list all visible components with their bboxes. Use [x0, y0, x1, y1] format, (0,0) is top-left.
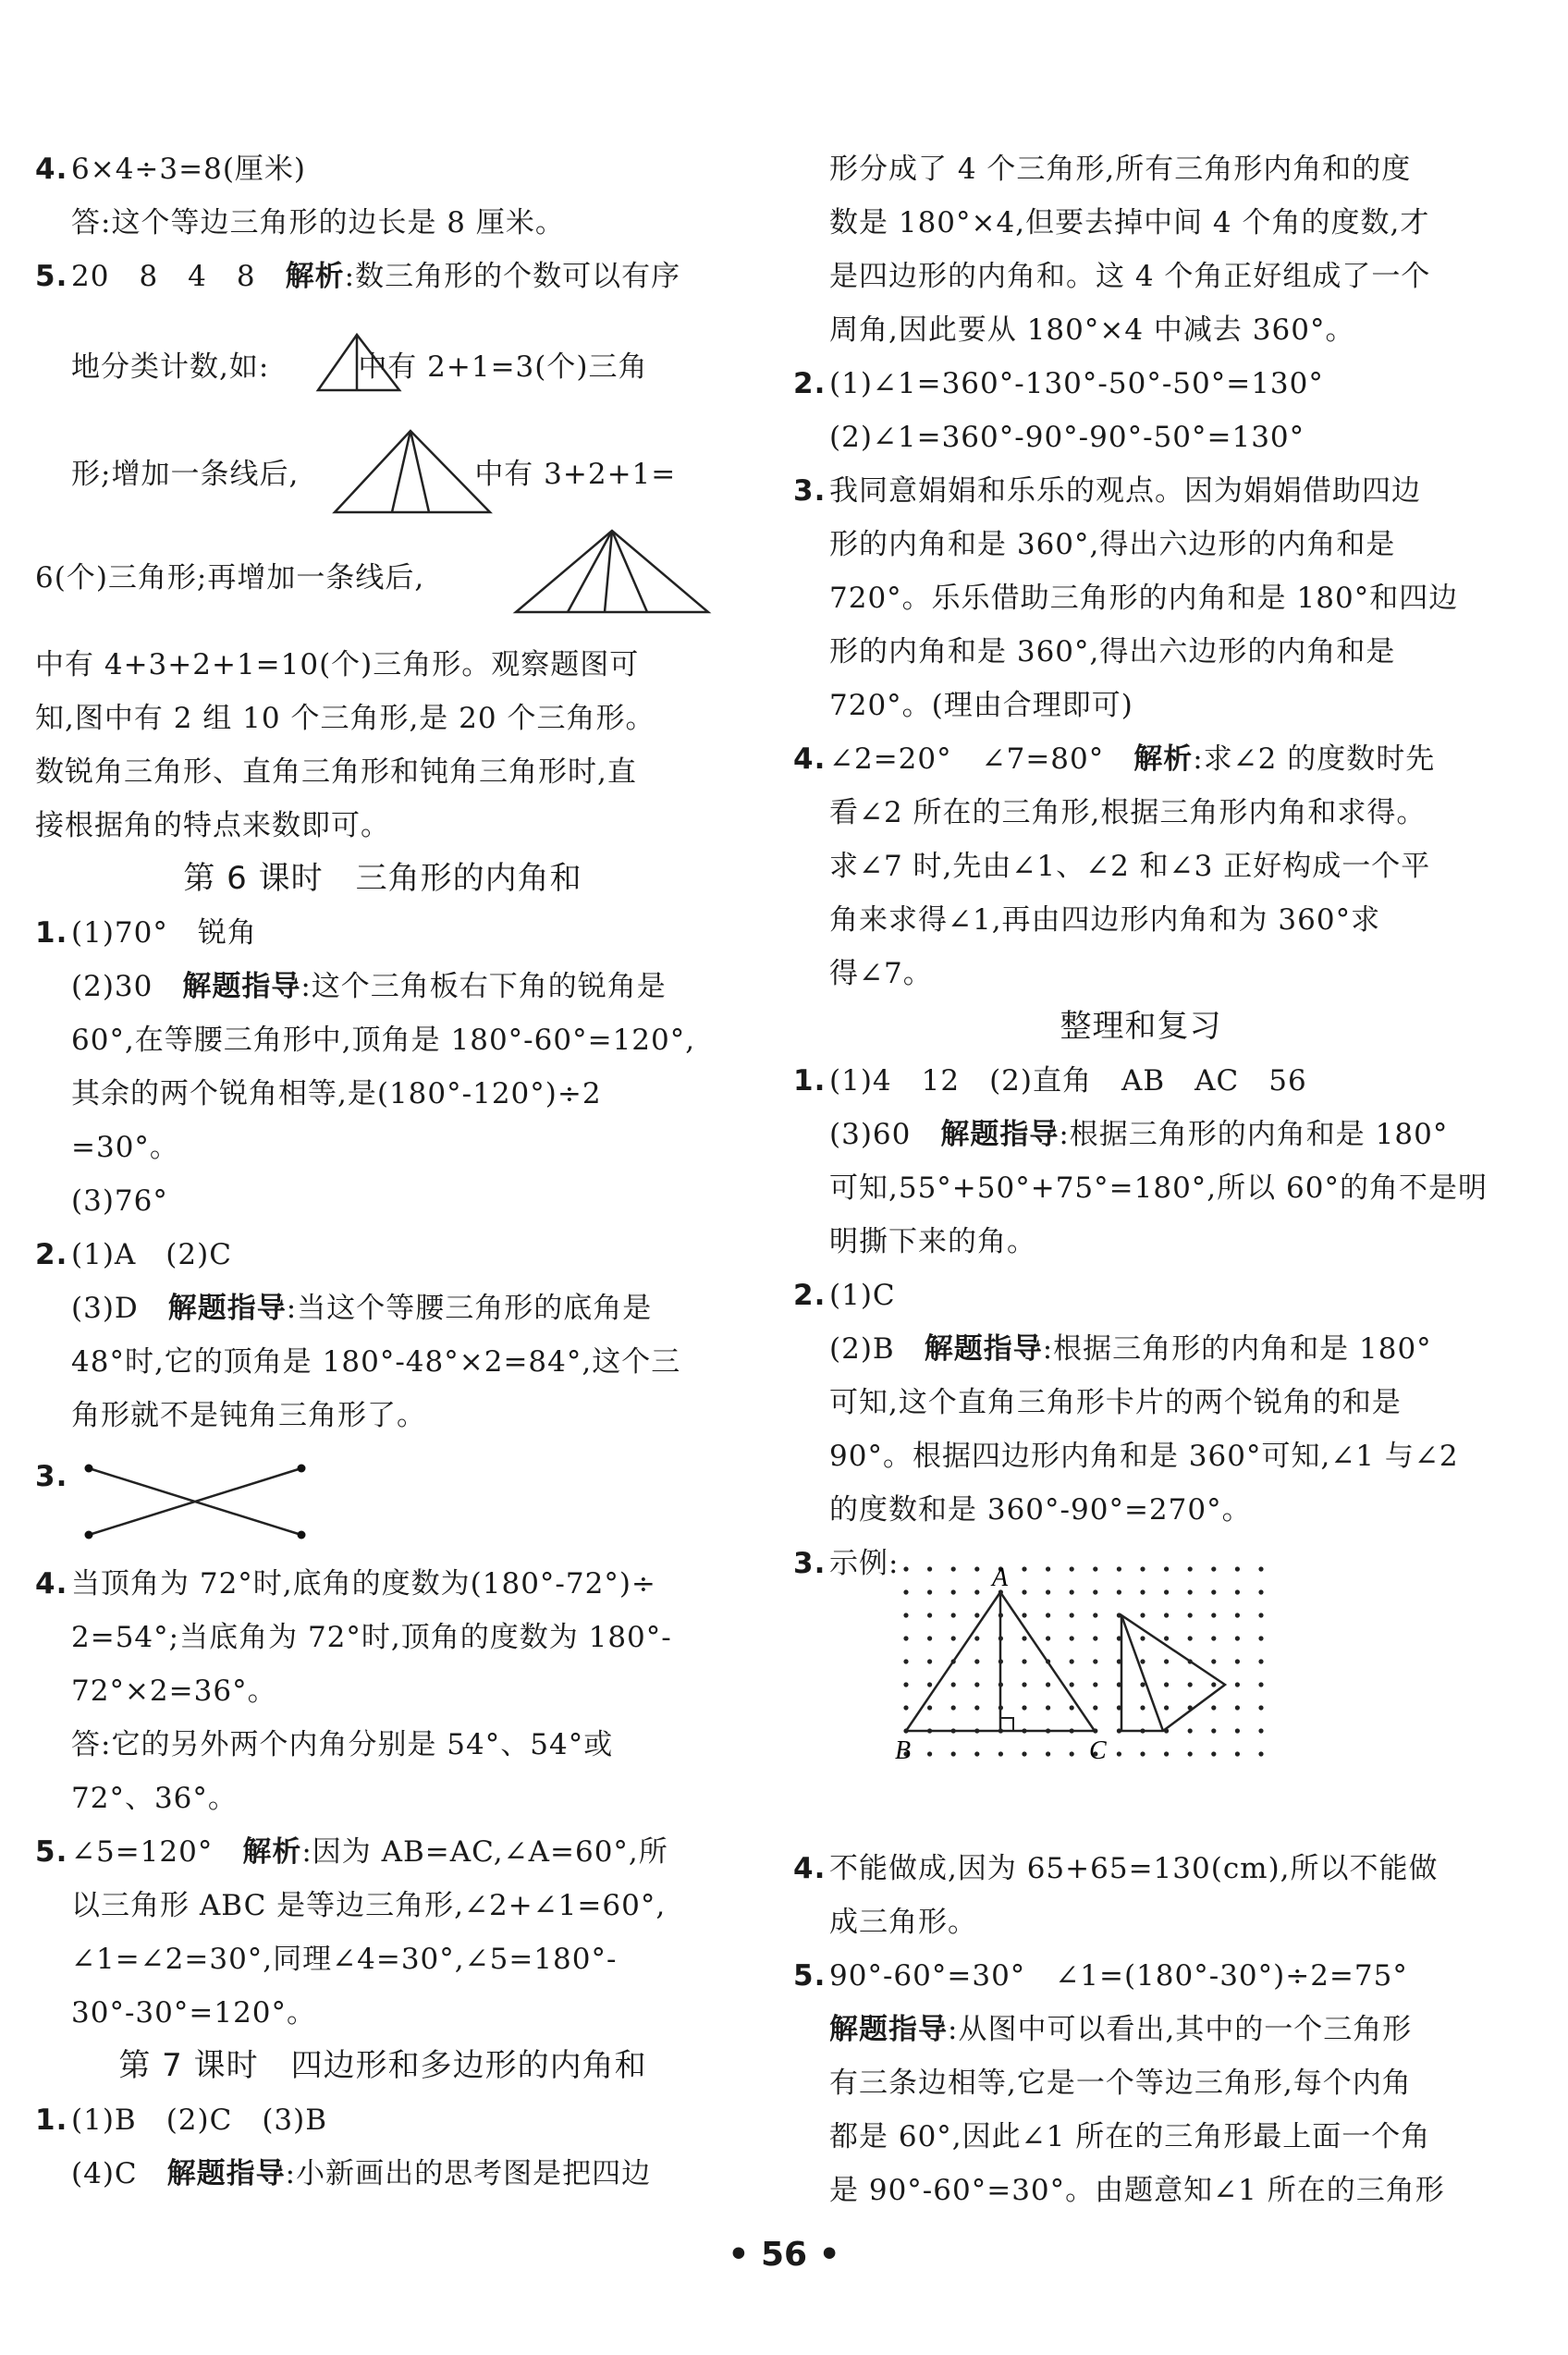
answer-line: 有三条边相等,它是一个等边三角形,每个内角	[829, 2067, 1412, 2100]
grid-dot	[1164, 1682, 1169, 1687]
answer-line: 答:这个等边三角形的边长是 8 厘米。	[71, 206, 565, 239]
grid-dot	[974, 1682, 979, 1687]
grid-dot	[1022, 1659, 1026, 1663]
grid-dot	[1093, 1659, 1097, 1663]
section-heading: 整理和复习	[1060, 1008, 1222, 1045]
answer-line: (2)∠1=360°-90°-90°-50°=130°	[829, 421, 1305, 454]
grid-dot	[1046, 1566, 1050, 1571]
answer-line: 是 90°-60°=30°。由题意知∠1 所在的三角形	[829, 2174, 1445, 2207]
grid-dot	[1093, 1682, 1097, 1687]
grid-dot	[1211, 1636, 1216, 1640]
grid-dot	[1188, 1728, 1193, 1733]
grid-dot	[951, 1682, 956, 1687]
grid-dot	[1188, 1613, 1193, 1617]
grid-dot	[927, 1566, 932, 1571]
answer-line: 2. (1)A (2)C	[35, 1238, 232, 1271]
answer-line: 成三角形。	[829, 1906, 977, 1939]
answer-line: 2. (1)∠1=360°-130°-50°-50°=130°	[793, 367, 1324, 400]
grid-dot	[1211, 1705, 1216, 1710]
grid-dot	[1070, 1613, 1074, 1617]
grid-dot	[951, 1613, 956, 1617]
answer-line: (4)C 解题指导:小新画出的思考图是把四边	[71, 2157, 652, 2190]
answer-line: 明撕下来的角。	[829, 1225, 1036, 1258]
grid-dot	[927, 1751, 932, 1756]
grid-dot	[1164, 1751, 1169, 1756]
grid-dot	[998, 1751, 1003, 1756]
grid-dot	[1235, 1613, 1240, 1617]
answer-line: 6(个)三角形;再增加一条线后,	[35, 561, 425, 595]
grid-dot	[1258, 1682, 1263, 1687]
grid-dot	[1117, 1566, 1121, 1571]
grid-dot	[1046, 1613, 1050, 1617]
answer-line: 中有 4+3+2+1=10(个)三角形。观察题图可	[35, 648, 640, 681]
answer-line: 形;增加一条线后, 中有 3+2+1=	[71, 458, 677, 491]
answer-line: =30°。	[71, 1131, 179, 1164]
grid-dot	[1188, 1566, 1193, 1571]
grid-dot	[1022, 1636, 1026, 1640]
grid-dot	[1211, 1751, 1216, 1756]
answer-line: (3)60 解题指导:根据三角形的内角和是 180°	[829, 1118, 1449, 1151]
grid-dot	[1258, 1636, 1263, 1640]
triangle-figure-3	[510, 525, 714, 618]
grid-dot	[974, 1589, 979, 1594]
answer-line: 接根据角的特点来数即可。	[35, 809, 390, 842]
grid-dot	[1140, 1751, 1145, 1756]
grid-dot	[1022, 1566, 1026, 1571]
grid-dot	[1140, 1682, 1145, 1687]
grid-dot	[1093, 1636, 1097, 1640]
answer-line: 可知,55°+50°+75°=180°,所以 60°的角不是明	[829, 1171, 1488, 1205]
answer-line: (3)76°	[71, 1184, 168, 1218]
grid-dot	[1093, 1613, 1097, 1617]
grid-dot	[1093, 1566, 1097, 1571]
grid-dot	[1070, 1636, 1074, 1640]
grid-dot	[1235, 1705, 1240, 1710]
grid-dot	[1046, 1636, 1050, 1640]
grid-dot	[1211, 1659, 1216, 1663]
grid-dot	[951, 1589, 956, 1594]
grid-dot	[1022, 1613, 1026, 1617]
grid-dot	[951, 1705, 956, 1710]
grid-dot	[974, 1751, 979, 1756]
grid-dot	[1211, 1589, 1216, 1594]
grid-dot	[1258, 1751, 1263, 1756]
grid-dot	[1022, 1751, 1026, 1756]
answer-line: 4. 不能做成,因为 65+65=130(cm),所以不能做	[793, 1852, 1439, 1885]
answer-line: (2)B 解题指导:根据三角形的内角和是 180°	[829, 1332, 1432, 1366]
answer-line: 角来求得∠1,再由四边形内角和为 360°求	[829, 903, 1381, 937]
answer-line: 形分成了 4 个三角形,所有三角形内角和的度	[829, 153, 1412, 186]
answer-line: 1. (1)B (2)C (3)B	[35, 2104, 328, 2137]
grid-dot	[1235, 1682, 1240, 1687]
diagonal-line	[1121, 1615, 1163, 1731]
answer-line: 2=54°;当底角为 72°时,顶角的度数为 180°-	[71, 1621, 672, 1654]
grid-dot	[1235, 1751, 1240, 1756]
grid-dot	[1140, 1589, 1145, 1594]
answer-line: 是四边形的内角和。这 4 个角正好组成了一个	[829, 260, 1431, 293]
grid-dot	[1046, 1705, 1050, 1710]
answer-line: 5. 20 8 4 8 解析:数三角形的个数可以有序	[35, 260, 681, 293]
answer-line: 求∠7 时,先由∠1、∠2 和∠3 正好构成一个平	[829, 850, 1431, 883]
grid-dot	[903, 1682, 908, 1687]
answer-line: 都是 60°,因此∠1 所在的三角形最上面一个角	[829, 2120, 1431, 2153]
answer-line: 72°、36°。	[71, 1782, 238, 1815]
dot-grid-figure	[895, 1563, 1329, 1775]
answer-line: 90°。根据四边形内角和是 360°可知,∠1 与∠2	[829, 1440, 1459, 1473]
grid-dot	[1022, 1682, 1026, 1687]
grid-dot	[1211, 1566, 1216, 1571]
grid-dot	[974, 1659, 979, 1663]
triangle-figure-2	[329, 425, 496, 518]
grid-dot	[903, 1659, 908, 1663]
grid-dot	[1164, 1659, 1169, 1663]
grid-dot	[927, 1682, 932, 1687]
answer-line: 30°-30°=120°。	[71, 1996, 317, 2030]
grid-dot	[1140, 1705, 1145, 1710]
grid-dot	[1070, 1589, 1074, 1594]
grid-dot	[903, 1705, 908, 1710]
grid-dot	[1164, 1636, 1169, 1640]
answer-line: 知,图中有 2 组 10 个三角形,是 20 个三角形。	[35, 702, 655, 735]
grid-dots	[903, 1566, 1263, 1756]
answer-line: 3. 我同意娟娟和乐乐的观点。因为娟娟借助四边	[793, 474, 1421, 508]
answer-line: 形的内角和是 360°,得出六边形的内角和是	[829, 528, 1396, 561]
matching-lines-figure	[80, 1459, 311, 1544]
grid-dot	[1164, 1613, 1169, 1617]
answer-line: ∠1=∠2=30°,同理∠4=30°,∠5=180°-	[71, 1943, 618, 1976]
grid-dot	[1140, 1566, 1145, 1571]
grid-dot	[1117, 1589, 1121, 1594]
grid-dot	[1211, 1728, 1216, 1733]
grid-dot	[903, 1589, 908, 1594]
grid-dot	[927, 1613, 932, 1617]
answer-line: 2. (1)C	[793, 1279, 896, 1312]
answer-line: 解题指导:从图中可以看出,其中的一个三角形	[829, 2013, 1413, 2046]
grid-dot	[974, 1613, 979, 1617]
grid-dot	[903, 1636, 908, 1640]
grid-dot	[903, 1613, 908, 1617]
grid-dot	[1070, 1659, 1074, 1663]
grid-dot	[903, 1566, 908, 1571]
answer-line: 3. 示例:	[793, 1547, 900, 1580]
grid-dot	[1258, 1728, 1263, 1733]
grid-dot	[927, 1589, 932, 1594]
answer-line: (2)30 解题指导:这个三角板右下角的锐角是	[71, 970, 667, 1003]
grid-dot	[1235, 1566, 1240, 1571]
grid-dot	[1070, 1566, 1074, 1571]
grid-dot	[1211, 1613, 1216, 1617]
grid-dot	[1140, 1613, 1145, 1617]
grid-dot	[1188, 1751, 1193, 1756]
grid-dot	[927, 1659, 932, 1663]
answer-line: 得∠7。	[829, 957, 933, 990]
answer-line: (3)D 解题指导:当这个等腰三角形的底角是	[71, 1292, 653, 1325]
answer-line: 答:它的另外两个内角分别是 54°、54°或	[71, 1728, 614, 1761]
grid-dot	[1258, 1589, 1263, 1594]
grid-dot	[1211, 1682, 1216, 1687]
grid-dot	[1235, 1728, 1240, 1733]
grid-dot	[951, 1566, 956, 1571]
grid-dot	[951, 1636, 956, 1640]
grid-dot	[1140, 1659, 1145, 1663]
answer-line: 的度数和是 360°-90°=270°。	[829, 1493, 1252, 1527]
answer-line: 其余的两个锐角相等,是(180°-120°)÷2	[71, 1077, 602, 1110]
grid-dot	[1235, 1589, 1240, 1594]
grid-dot	[1164, 1705, 1169, 1710]
grid-dot	[1140, 1636, 1145, 1640]
grid-dot	[1235, 1659, 1240, 1663]
grid-dot	[1258, 1705, 1263, 1710]
answer-line: 4. 6×4÷3=8(厘米)	[35, 153, 307, 186]
answer-line: 以三角形 ABC 是等边三角形,∠2+∠1=60°,	[71, 1889, 667, 1922]
answer-line: 数锐角三角形、直角三角形和钝角三角形时,直	[35, 755, 637, 789]
grid-dot	[1093, 1705, 1097, 1710]
answer-line: 看∠2 所在的三角形,根据三角形内角和求得。	[829, 796, 1427, 829]
grid-dot	[1164, 1589, 1169, 1594]
answer-line: 72°×2=36°。	[71, 1674, 277, 1708]
grid-dot	[1258, 1659, 1263, 1663]
page-number: • 56 •	[728, 2236, 840, 2274]
grid-dot	[951, 1751, 956, 1756]
grid-dot	[1022, 1705, 1026, 1710]
label-a: A	[992, 1564, 1009, 1592]
section-heading: 第 7 课时 四边形和多边形的内角和	[118, 2047, 647, 2084]
grid-dot	[1188, 1682, 1193, 1687]
grid-dot	[1164, 1566, 1169, 1571]
section-heading: 第 6 课时 三角形的内角和	[183, 860, 582, 897]
label-b: B	[895, 1736, 912, 1765]
right-angle-mark	[1000, 1718, 1013, 1731]
grid-dot	[1258, 1566, 1263, 1571]
answer-line: 1. (1)70° 锐角	[35, 916, 257, 950]
grid-dot	[1070, 1705, 1074, 1710]
quadrilateral-shape	[1121, 1615, 1225, 1731]
grid-dot	[1258, 1613, 1263, 1617]
grid-dot	[1188, 1636, 1193, 1640]
grid-dot	[1093, 1589, 1097, 1594]
triangle-figure-1	[312, 331, 405, 398]
grid-dot	[927, 1636, 932, 1640]
answer-line: 1. (1)4 12 (2)直角 AB AC 56	[793, 1064, 1307, 1098]
answer-line: 4. ∠2=20° ∠7=80° 解析:求∠2 的度数时先	[793, 742, 1436, 776]
answer-line: 地分类计数,如: 中有 2+1=3(个)三角	[71, 350, 648, 384]
grid-dot	[1117, 1751, 1121, 1756]
grid-dot	[1070, 1682, 1074, 1687]
grid-dot	[1188, 1589, 1193, 1594]
answer-line: 形的内角和是 360°,得出六边形的内角和是	[829, 635, 1396, 668]
grid-dot	[974, 1566, 979, 1571]
grid-dot	[974, 1636, 979, 1640]
answer-line: 周角,因此要从 180°×4 中减去 360°。	[829, 313, 1355, 347]
answer-line: 角形就不是钝角三角形了。	[71, 1399, 426, 1432]
answer-line: 3.	[35, 1460, 68, 1493]
answer-line: 5. ∠5=120° 解析:因为 AB=AC,∠A=60°,所	[35, 1835, 668, 1869]
answer-line: 48°时,它的顶角是 180°-48°×2=84°,这个三	[71, 1345, 681, 1379]
answer-line: 60°,在等腰三角形中,顶角是 180°-60°=120°,	[71, 1024, 696, 1057]
grid-dot	[1046, 1751, 1050, 1756]
label-c: C	[1089, 1736, 1107, 1765]
answer-line: 720°。乐乐借助三角形的内角和是 180°和四边	[829, 582, 1459, 615]
answer-line: 720°。(理由合理即可)	[829, 689, 1133, 722]
grid-dot	[1022, 1589, 1026, 1594]
grid-dot	[1235, 1636, 1240, 1640]
grid-dot	[1070, 1751, 1074, 1756]
answer-line: 5. 90°-60°=30° ∠1=(180°-30°)÷2=75°	[793, 1959, 1408, 1993]
answer-line: 4. 当顶角为 72°时,底角的度数为(180°-72°)÷	[35, 1567, 656, 1601]
grid-dot	[927, 1705, 932, 1710]
grid-dot	[1046, 1589, 1050, 1594]
grid-dot	[1046, 1682, 1050, 1687]
grid-dot	[974, 1705, 979, 1710]
answer-line: 数是 180°×4,但要去掉中间 4 个角的度数,才	[829, 206, 1430, 239]
answer-line: 可知,这个直角三角形卡片的两个锐角的和是	[829, 1386, 1402, 1419]
